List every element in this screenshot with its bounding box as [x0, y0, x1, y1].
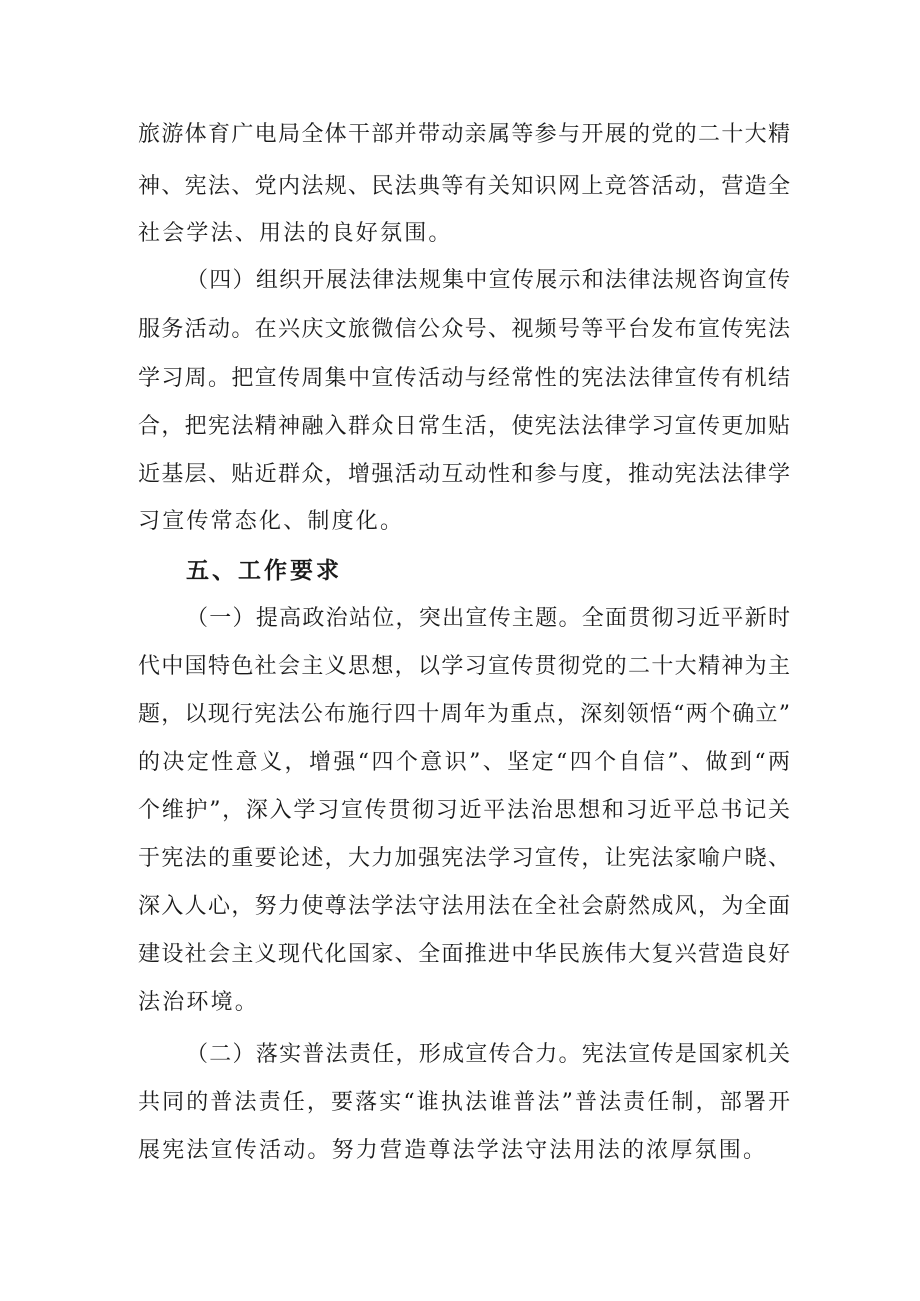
text-line: 旅游体育广电局全体干部并带动亲属等参与开展的党的二十大精 [138, 122, 790, 147]
section-heading: 五、工作要求 [186, 558, 342, 584]
text-line: 共同的普法责任，要落实“谁执法谁普法”普法责任制，部署开 [138, 1090, 790, 1115]
text-line: （一）提高政治站位，突出宣传主题。全面贯彻习近平新时 [186, 606, 790, 631]
text-line: 学习周。把宣传周集中宣传活动与经常性的宪法法律宣传有机结 [138, 366, 790, 391]
text-line: 习宣传常态化、制度化。 [138, 509, 405, 534]
text-line: 神、宪法、党内法规、民法典等有关知识网上竞答活动，营造全 [138, 174, 790, 199]
text-line: 的决定性意义，增强“四个意识”、坚定“四个自信”、做到“两 [138, 750, 790, 775]
text-line: 深入人心，努力使尊法学法守法用法在全社会蔚然成风，为全面 [138, 894, 790, 919]
text-line: 法治环境。 [138, 990, 260, 1015]
text-line: 题，以现行宪法公布施行四十周年为重点，深刻领悟“两个确立” [138, 702, 790, 727]
text-line: 服务活动。在兴庆文旅微信公众号、视频号等平台发布宣传宪法 [138, 317, 790, 342]
text-line: 近基层、贴近群众，增强活动互动性和参与度，推动宪法法律学 [138, 462, 790, 487]
text-line: 个维护”，深入学习宣传贯彻习近平法治思想和习近平总书记关 [138, 798, 790, 823]
text-line: 合，把宪法精神融入群众日常生活，使宪法法律学习宣传更加贴 [138, 414, 790, 439]
text-line: 建设社会主义现代化国家、全面推进中华民族伟大复兴营造良好 [138, 942, 790, 967]
text-line: （四）组织开展法律法规集中宣传展示和法律法规咨询宣传 [186, 268, 790, 293]
text-line: 于宪法的重要论述，大力加强宪法学习宣传，让宪法家喻户晓、 [138, 846, 790, 871]
text-line: （二）落实普法责任，形成宣传合力。宪法宣传是国家机关 [186, 1042, 790, 1067]
text-line: 代中国特色社会主义思想，以学习宣传贯彻党的二十大精神为主 [138, 654, 790, 679]
text-line: 社会学法、用法的良好氛围。 [138, 221, 453, 246]
text-line: 展宪法宣传活动。努力营造尊法学法守法用法的浓厚氛围。 [138, 1138, 768, 1163]
